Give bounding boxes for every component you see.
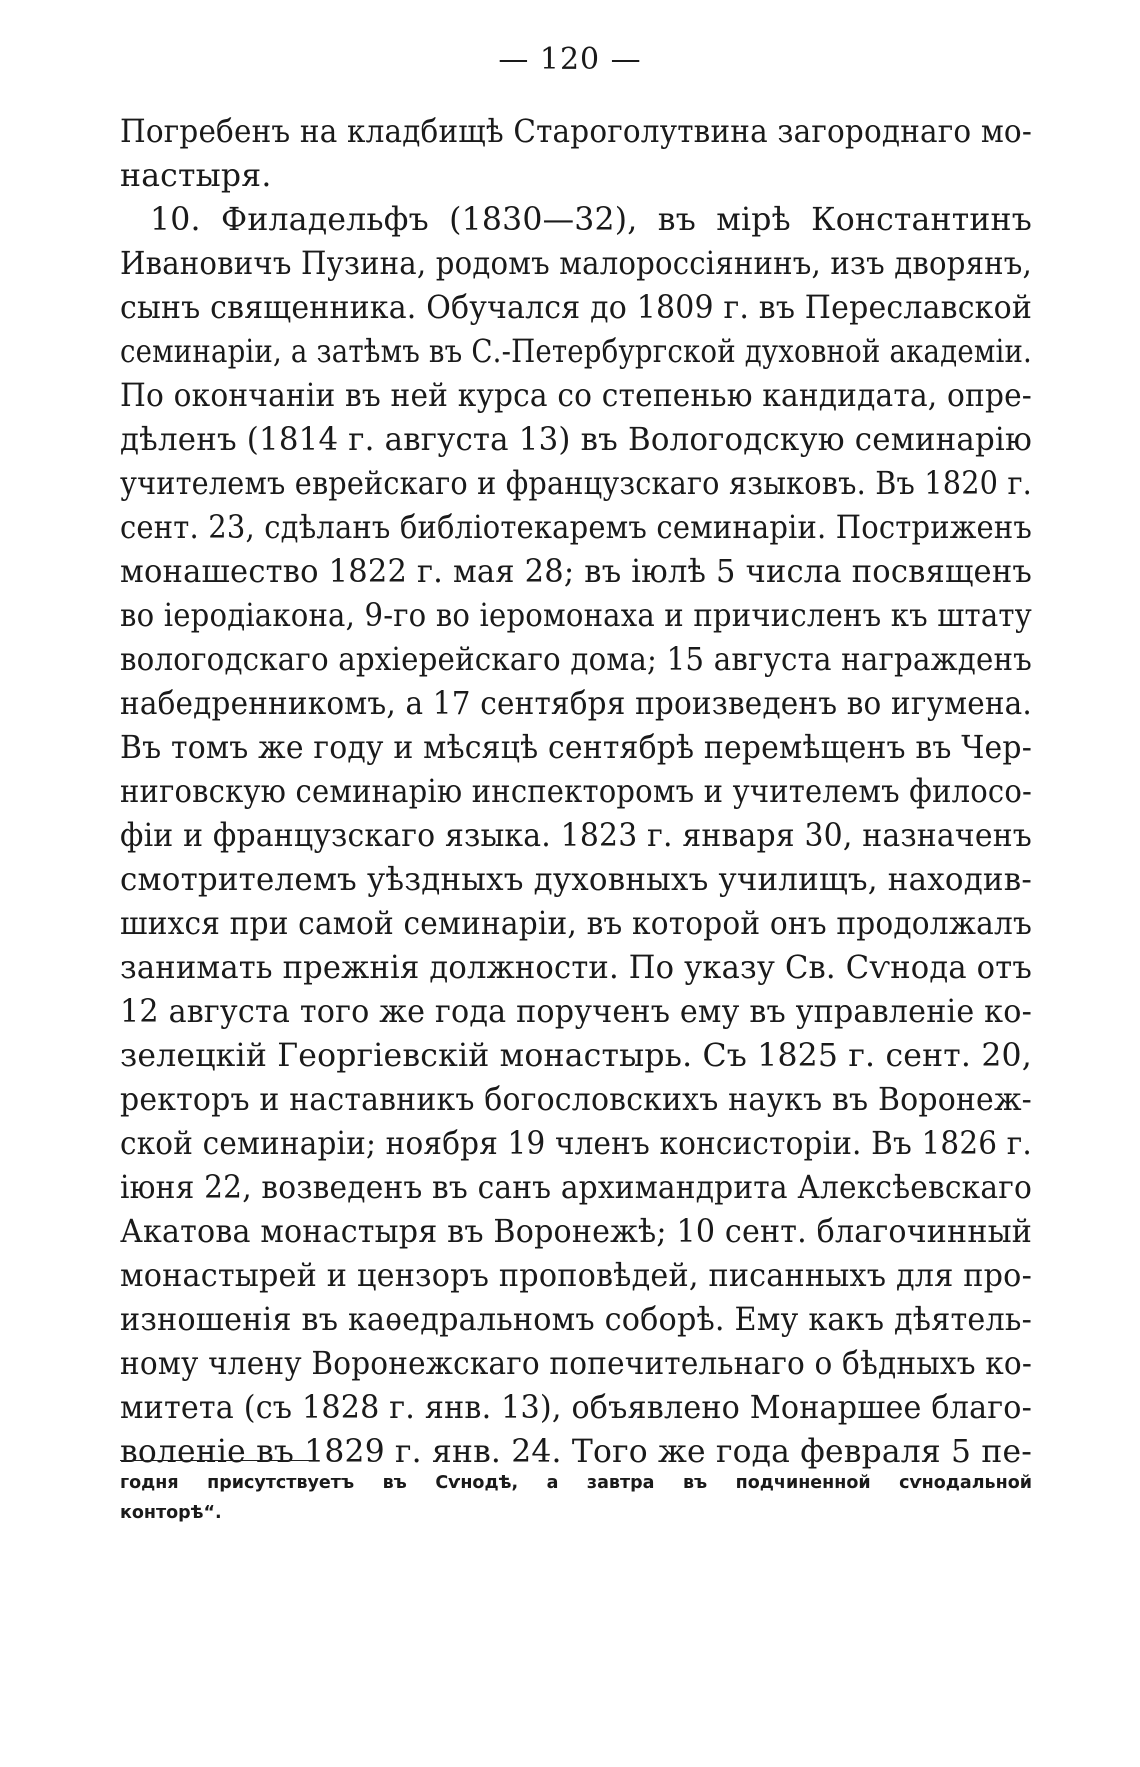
text-line: Погребенъ на кладбищѣ Староголутвина загороднаго мо- (120, 114, 1032, 150)
text-line: ному члену Воронежскаго попечительнаго о бѣдныхъ ко- (120, 1346, 1032, 1382)
text-line: митета (съ 1828 г. янв. 13), объявлено Монаршее благо- (120, 1390, 1032, 1426)
text-line: монашество 1822 г. мая 28; въ іюлѣ 5 числа посвященъ (120, 554, 1032, 590)
text-line: сынъ священника. Обучался до 1809 г. въ Переславской (120, 290, 1032, 326)
text-line: вологодскаго архіерейскаго дома; 15 августа награжденъ (120, 642, 1032, 678)
text-line: зелецкій Георгіевскій монастырь. Съ 1825 г. сент. 20, (120, 1038, 1032, 1074)
text-line: дѣленъ (1814 г. августа 13) въ Вологодскую семинарію (120, 422, 1032, 458)
text-line: іюня 22, возведенъ въ санъ архимандрита Алексѣевскаго (120, 1170, 1032, 1206)
text-line: шихся при самой семинаріи, въ которой онъ продолжалъ (120, 906, 1032, 942)
text-line: фіи и французскаго языка. 1823 г. января 30, назначенъ (120, 818, 1032, 854)
text-line: Въ томъ же году и мѣсяцѣ сентябрѣ перемѣщенъ въ Чер- (120, 730, 1032, 766)
text-line: 10. Филадельфъ (1830—32), въ мірѣ Константинъ (150, 202, 1032, 238)
text-line: ректоръ и наставникъ богословскихъ наукъ въ Воронеж- (120, 1082, 1032, 1118)
text-line: Ивановичъ Пузина, родомъ малороссіянинъ, изъ дворянъ, (120, 246, 1032, 282)
text-line: ской семинаріи; ноября 19 членъ консисторіи. Въ 1826 г. (120, 1126, 1032, 1162)
page-number: — 120 — (498, 42, 642, 77)
text-line: настыря. (120, 158, 272, 194)
text-line: 12 августа того же года порученъ ему въ управленіе ко- (120, 994, 1032, 1030)
footnote-rule (120, 1460, 310, 1461)
text-line: монастырей и цензоръ проповѣдей, писанныхъ для про- (120, 1258, 1032, 1294)
text-line: изношенія въ каѳедральномъ соборѣ. Ему какъ дѣятель- (120, 1302, 1032, 1338)
text-line: во іеродіакона, 9-го во іеромонаха и причисленъ къ штату (120, 598, 1032, 634)
text-line: ниговскую семинарію инспекторомъ и учителемъ филосо- (120, 774, 1032, 810)
footnote-line: конторѣ“. (120, 1503, 222, 1523)
text-line: По окончаніи въ ней курса со степенью кандидата, опре- (120, 378, 1032, 414)
text-line: учителемъ еврейскаго и французскаго языковъ. Въ 1820 г. (120, 466, 1032, 502)
text-line: смотрителемъ уѣздныхъ духовныхъ училищъ, находив- (120, 862, 1032, 898)
text-line: сент. 23, сдѣланъ библіотекаремъ семинаріи. Постриженъ (120, 510, 1032, 546)
footnote-line: годня присутствуетъ въ Сѵнодѣ, а завтра въ подчиненной сѵнодальной (120, 1473, 1032, 1493)
text-line: Акатова монастыря въ Воронежѣ; 10 сент. благочинный (120, 1214, 1032, 1250)
text-line: набедренникомъ, а 17 сентября произведенъ во игумена. (120, 686, 1032, 722)
text-line: воленіе въ 1829 г. янв. 24. Того же года февраля 5 пе- (120, 1434, 1032, 1470)
text-line: семинаріи, а затѣмъ въ С.-Петербургской духовной академіи. (120, 334, 1032, 370)
text-line: занимать прежнія должности. По указу Св. Сѵнода отъ (120, 950, 1032, 986)
